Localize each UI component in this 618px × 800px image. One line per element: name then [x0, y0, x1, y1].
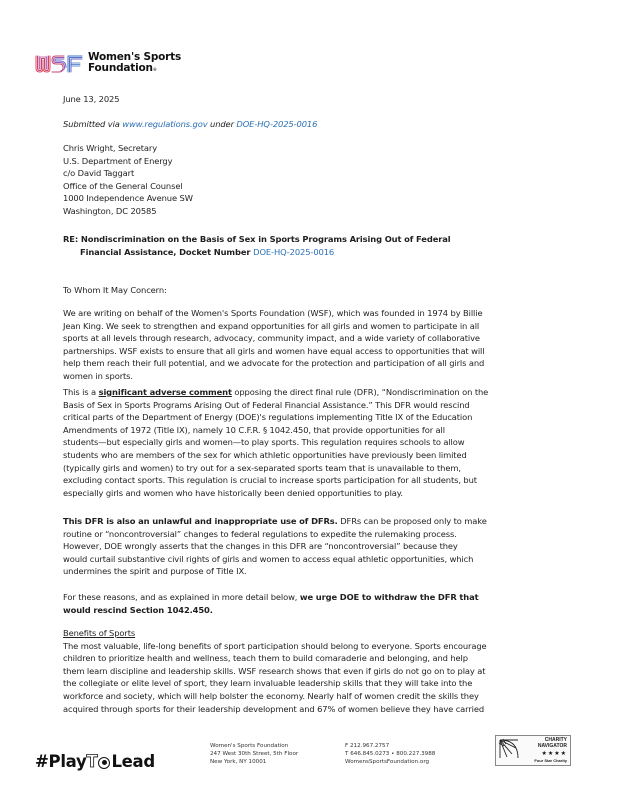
paragraph-line: Amendments of 1972 (Title IX), namely 10 C.F.R. § 1042.450, that provide opportunities for all	[63, 424, 445, 435]
footer-address-line: 247 West 30th Street, 5th Floor	[210, 751, 299, 757]
charity-rating-caption: Four Star Charity	[534, 758, 567, 763]
letter-date: June 13, 2025	[63, 94, 120, 104]
paragraph-intro	[63, 307, 583, 383]
paragraph-line: the collegiate or elite level of sport, they learn invaluable leadership skills that they will take into the	[63, 678, 473, 689]
p2-prefix: This is a	[63, 387, 99, 397]
org-name-line1: Women's Sports	[88, 51, 182, 63]
paragraph-line: undermines the spirit and purpose of Title IX.	[63, 566, 247, 577]
paragraph-line: workforce and society, which will help bolster the economy. Nearly half of women credit the skills they	[63, 690, 479, 701]
address-line: Washington, DC 20585	[63, 205, 157, 216]
paragraph-line: However, DOE wrongly asserts that the changes in this DFR are “noncontroversial” because they	[63, 541, 458, 552]
subject-line-1: RE: Nondiscrimination on the Basis of Sex in Sports Programs Arising Out of Federal	[63, 234, 451, 244]
registered-mark: ®	[152, 67, 157, 72]
address-line: Office of the General Counsel	[63, 180, 183, 191]
paragraph-line: especially girls and women who have historically been denied opportunities to play.	[63, 487, 403, 498]
address-line: c/o David Taggart	[63, 168, 135, 179]
hashtag-outline-t: T	[86, 752, 98, 771]
section-heading: Benefits of Sports	[63, 628, 136, 638]
org-name	[88, 52, 181, 75]
wsf-logo-mark-icon	[35, 54, 83, 74]
p2-suffix: opposing the direct final rule (DFR), “Nondiscrimination on the	[231, 387, 489, 397]
unlawful-use-emphasis: This DFR is also an unlawful and inappropriate use of DFRs.	[63, 516, 338, 526]
withdraw-request-emphasis-line2: would rescind Section 1042.450.	[63, 604, 213, 615]
footer-contact	[345, 742, 435, 766]
paragraph-line: partnerships. WSF exists to ensure that all girls and women have equal access to opportunities that will	[63, 345, 485, 356]
footer-address-line: Women's Sports Foundation	[210, 743, 289, 749]
footer-website-link[interactable]: WomensSportsFoundation.org	[345, 759, 430, 765]
withdraw-request-emphasis: we urge DOE to withdraw the DFR that	[299, 592, 479, 602]
hashtag-prefix: #Play	[35, 752, 87, 771]
paragraph-line: The most valuable, life-long benefits of sport participation should belong to everyone. Sports encourage	[63, 640, 487, 651]
paragraph-line: sports at all levels through research, advocacy, community impact, and a wide variety of collaborative	[63, 333, 480, 344]
paragraph-line: them learn discipline and leadership skills. WSF research shows that even if girls do not go on to play at	[63, 665, 486, 676]
paragraph-line: routine or “noncontroversial” changes to federal regulations to expedite the rulemaking process.	[63, 528, 457, 539]
paragraph-line: (typically girls and women) to try out for a sex-separated sports team that is unavailable to them,	[63, 462, 461, 473]
four-stars-icon: ★★★★	[541, 750, 567, 757]
docket-link[interactable]: DOE-HQ-2025-0016	[236, 119, 318, 129]
paragraph-line: Jean King. We seek to strengthen and expand opportunities for all girls and women to participate in all	[63, 320, 480, 331]
wsf-logo	[35, 52, 181, 75]
p4-prefix: For these reasons, and as explained in more detail below,	[63, 592, 300, 602]
section-benefits-of-sports	[63, 627, 583, 715]
submitted-middle: under	[207, 119, 237, 129]
p3-rest: DFRs can be proposed only to make	[337, 516, 487, 526]
salutation: To Whom It May Concern:	[63, 285, 167, 295]
footer-fax: F 212.967.2757	[345, 743, 390, 749]
paragraph-line: would curtail substantive civil rights of girls and women to access equal athletic opportunities, which	[63, 553, 474, 564]
paragraph-line: excluding contact sports. This regulation is crucial to increase sports participation for all students, but	[63, 475, 477, 486]
charity-navigator-badge	[495, 735, 571, 766]
address-line: U.S. Department of Energy	[63, 155, 173, 166]
charity-navigator-title: CHARITY NAVIGATOR	[537, 737, 567, 749]
paragraph-unlawful-use	[63, 515, 583, 578]
paragraph-request	[63, 591, 583, 616]
footer-address	[210, 742, 298, 766]
regulations-gov-link[interactable]: www.regulations.gov	[122, 119, 208, 129]
hashtag-suffix: Lead	[111, 752, 155, 771]
paragraph-line: acquired through sports for their leadership development and 67% of women believe they have carried	[63, 703, 485, 714]
subject-line-2: Financial Assistance, Docket Number	[80, 246, 254, 257]
subject-docket-link[interactable]: DOE-HQ-2025-0016	[253, 246, 335, 257]
paragraph-line: women in sports.	[63, 370, 133, 381]
paragraph-line: critical parts of the Department of Energy (DOE)'s regulations implementing Title IX of the Education	[63, 412, 473, 423]
subject-line	[63, 233, 583, 258]
target-o-icon	[98, 757, 110, 769]
paragraph-adverse-comment	[63, 386, 583, 499]
compass-icon	[498, 738, 520, 760]
significant-adverse-comment-emphasis: significant adverse comment	[98, 387, 232, 397]
paragraph-line: help them reach their full potential, and we advocate for the protection and participation of all girls and	[63, 358, 485, 369]
org-name-line2: Foundation	[88, 62, 153, 74]
paragraph-line: Basis of Sex in Sports Programs Arising Out of Federal Financial Assistance.” This DFR would rescind	[63, 399, 470, 410]
footer-phone: T 646.845.0273 • 800.227.3988	[345, 751, 436, 757]
submission-line	[63, 118, 583, 131]
paragraph-line: children to prioritize health and wellness, teach them to build comaraderie and belonging, and help	[63, 653, 468, 664]
submitted-prefix: Submitted via	[63, 119, 123, 129]
address-line: Chris Wright, Secretary	[63, 143, 158, 153]
footer-address-line: New York, NY 10001	[210, 759, 267, 765]
paragraph-line: We are writing on behalf of the Women's Sports Foundation (WSF), which was founded in 1974 by Billie	[63, 308, 483, 318]
paragraph-line: students—but especially girls and women—to play sports. This regulation requires schools to allow	[63, 437, 465, 448]
paragraph-line: students who are members of the sex for which athletic opportunities have previously been limited	[63, 449, 467, 460]
recipient-address	[63, 142, 583, 218]
play-to-lead-hashtag	[35, 752, 155, 771]
address-line: 1000 Independence Avenue SW	[63, 193, 193, 204]
